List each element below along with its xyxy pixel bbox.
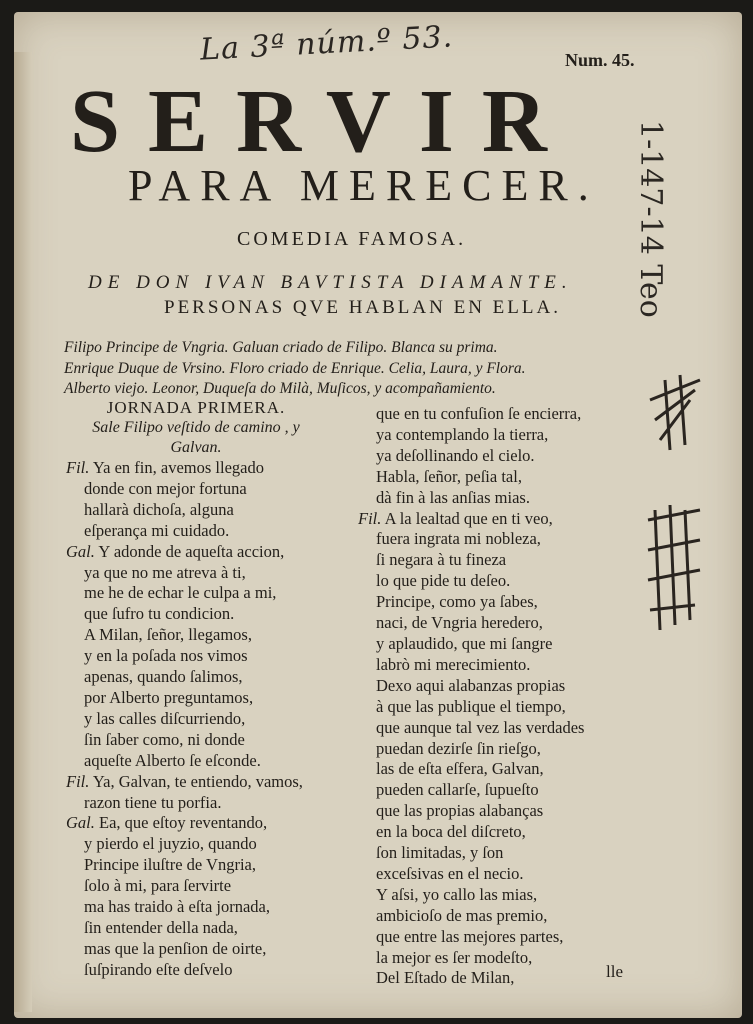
cast-line: Filipo Principe de Vngria. Galuan criado de Filipo. Blanca su prima. xyxy=(64,339,498,356)
cast-line: Alberto viejo. Leonor, Duqueſa do Milà, Muſicos, y acompañamiento. xyxy=(64,380,496,397)
verse-line xyxy=(66,960,356,981)
verse-line xyxy=(66,793,356,814)
verse-line xyxy=(66,897,356,918)
verse-line xyxy=(358,780,628,801)
verse-line xyxy=(358,446,628,467)
verse-text: pueden callarſe, ſupueſto xyxy=(376,780,539,800)
verse-text: aqueſte Alberto ſe eſconde. xyxy=(84,750,261,770)
verse-text: ſolo à mi, para ſervirte xyxy=(84,876,232,896)
speaker-label: Fil. xyxy=(66,771,90,791)
verse-text: ſuſpirando eſte deſvelo xyxy=(84,959,233,979)
speaker-label: Gal. xyxy=(66,541,95,561)
personas-heading: PERSONAS QVE HABLAN EN ELLA. xyxy=(164,297,561,318)
verse-line xyxy=(66,625,356,646)
verse-line xyxy=(66,500,356,521)
verse-line xyxy=(66,772,356,793)
verse-text: ya contemplando la tierra, xyxy=(376,424,549,444)
verse-line xyxy=(358,467,628,488)
verse-text: donde con mejor fortuna xyxy=(84,478,247,498)
verse-line xyxy=(358,801,628,822)
verse-line xyxy=(358,509,628,530)
verse-line xyxy=(66,479,356,500)
right-column xyxy=(358,404,628,989)
verse-text: que en tu confuſion ſe encierra, xyxy=(376,404,582,423)
verse-line xyxy=(358,906,628,927)
verse-line xyxy=(66,876,356,897)
verse-line xyxy=(66,813,356,834)
verse-text: las de eſta eſfera, Galvan, xyxy=(376,759,544,779)
verse-line xyxy=(358,864,628,885)
verse-text: Y adonde de aqueſta accion, xyxy=(98,541,285,561)
verse-text: exceſsivas en el necio. xyxy=(376,863,524,883)
verse-text: ya deſollinando el cielo. xyxy=(376,445,535,465)
verse-line xyxy=(358,550,628,571)
verse-line xyxy=(358,697,628,718)
verse-text: que aunque tal vez las verdades xyxy=(376,717,585,737)
verse-line xyxy=(358,718,628,739)
verse-text: Habla, ſeñor, peſia tal, xyxy=(376,466,522,486)
verse-line xyxy=(66,855,356,876)
verse-line xyxy=(66,939,356,960)
verse-line xyxy=(358,655,628,676)
verse-text: fuera ingrata mi nobleza, xyxy=(376,529,541,549)
verse-text: y aplaudido, que mi ſangre xyxy=(376,633,553,653)
stage-direction: Sale Filipo veſtido de camino , y Galvan. xyxy=(92,419,300,456)
act-heading: JORNADA PRIMERA. xyxy=(106,398,286,417)
verse-text: y pierdo el juyzio, quando xyxy=(84,834,257,854)
verse-line xyxy=(66,458,356,479)
verse-line xyxy=(358,822,628,843)
verse-text: hallarà dichoſa, alguna xyxy=(84,499,234,519)
author-line: DE DON IVAN BAVTISTA DIAMANTE. xyxy=(88,272,573,293)
verse-line xyxy=(358,968,628,989)
verse-line xyxy=(358,425,628,446)
verse-text: puedan dezirſe ſin rieſgo, xyxy=(376,738,541,758)
verse-line xyxy=(66,646,356,667)
verse-text: Ea, que eſtoy reventando, xyxy=(99,813,268,833)
left-column xyxy=(66,398,356,981)
verse-line xyxy=(358,488,628,509)
verse-text: y en la poſada nos vimos xyxy=(84,646,248,666)
verse-line xyxy=(66,834,356,855)
verse-line xyxy=(358,759,628,780)
verse-text: dà fin à las anſias mias. xyxy=(376,487,530,507)
verse-line xyxy=(358,885,628,906)
verse-line xyxy=(66,730,356,751)
verse-text: eſperança mi cuidado. xyxy=(84,520,230,540)
verse-text: Dexo aqui alabanzas propias xyxy=(376,675,566,695)
verse-line xyxy=(358,739,628,760)
verse-line xyxy=(358,948,628,969)
verse-text: labrò mi merecimiento. xyxy=(376,654,531,674)
verse-text: por Alberto preguntamos, xyxy=(84,687,254,707)
verse-line xyxy=(358,571,628,592)
verse-text: que las propias alabanças xyxy=(376,801,544,821)
verse-line xyxy=(66,542,356,563)
verse-text: naci, de Vngria heredero, xyxy=(376,613,543,633)
verse-line xyxy=(358,592,628,613)
verse-line xyxy=(358,927,628,948)
catchword: lle xyxy=(606,962,623,981)
verse-text: ſi negara à tu fineza xyxy=(376,550,507,570)
verse-text: Ya en fin, avemos llegado xyxy=(92,458,264,477)
verse-text: ſin ſaber como, ni donde xyxy=(84,729,245,749)
handwritten-margin-note: 1-147-14 Teo xyxy=(633,120,668,318)
verse-text: mas que la penſion de oirte, xyxy=(84,938,267,958)
verse-text: que entre las mejores partes, xyxy=(376,926,564,946)
verse-line xyxy=(66,688,356,709)
title-line-1: SERVIR xyxy=(70,72,575,171)
speaker-label: Fil. xyxy=(66,458,90,477)
verse-text: que ſufro tu condicion. xyxy=(84,604,235,624)
verse-text: en la boca del diſcreto, xyxy=(376,822,526,842)
verse-text: ma has traido à eſta jornada, xyxy=(84,897,271,917)
speaker-label: Gal. xyxy=(66,813,95,833)
handwritten-shelfmark: La 3ª núm.º 53. xyxy=(199,19,454,68)
cast-list xyxy=(64,338,644,400)
verse-text: la mejor es ſer modeſto, xyxy=(376,947,533,967)
verse-text: lo que pide tu deſeo. xyxy=(376,571,511,591)
verse-text: me he de echar le culpa a mi, xyxy=(84,583,277,603)
verse-line xyxy=(66,604,356,625)
verse-text: razon tiene tu porfia. xyxy=(84,792,222,812)
verse-text: Principe, como ya ſabes, xyxy=(376,592,538,612)
verse-line xyxy=(358,529,628,550)
verse-text: ambicioſo de mas premio, xyxy=(376,905,548,925)
subtitle-comedia: COMEDIA FAMOSA. xyxy=(237,228,467,250)
verse-text: y las calles diſcurriendo, xyxy=(84,708,246,728)
speaker-label: Fil. xyxy=(358,508,382,528)
verse-text: ſin entender della nada, xyxy=(84,917,238,937)
cast-line: Enrique Duque de Vrsino. Floro criado de Enrique. Celia, Laura, y Flora. xyxy=(64,359,526,377)
verse-line xyxy=(358,613,628,634)
verse-text: Principe iluſtre de Vngria, xyxy=(84,855,256,875)
verse-line xyxy=(358,676,628,697)
verse-text: ſon limitadas, y ſon xyxy=(376,843,504,863)
title-line-2: PARA MERECER. xyxy=(128,161,599,210)
verse-text: à que las publique el tiempo, xyxy=(376,696,566,716)
verse-text: apenas, quando ſalimos, xyxy=(84,667,243,687)
ink-scribble xyxy=(640,370,710,650)
verse-line xyxy=(66,751,356,772)
verse-text: A la lealtad que en ti veo, xyxy=(384,508,553,528)
verse-line xyxy=(358,404,628,425)
verse-text: A Milan, ſeñor, llegamos, xyxy=(84,625,252,645)
verse-text: Ya, Galvan, te entiendo, vamos, xyxy=(92,771,303,791)
verse-line xyxy=(66,667,356,688)
verse-text: ya que no me atreva à ti, xyxy=(84,562,246,582)
verse-line xyxy=(66,918,356,939)
verse-line xyxy=(358,634,628,655)
verse-line xyxy=(66,521,356,542)
verse-line xyxy=(66,709,356,730)
page-number-label: Num. 45. xyxy=(565,50,635,70)
verse-text: Y aſsi, yo callo las mias, xyxy=(376,884,538,904)
verse-line xyxy=(358,843,628,864)
verse-line xyxy=(66,583,356,604)
verse-text: Del Eſtado de Milan, xyxy=(376,968,515,988)
verse-line xyxy=(66,563,356,584)
page-edge xyxy=(14,52,32,1012)
